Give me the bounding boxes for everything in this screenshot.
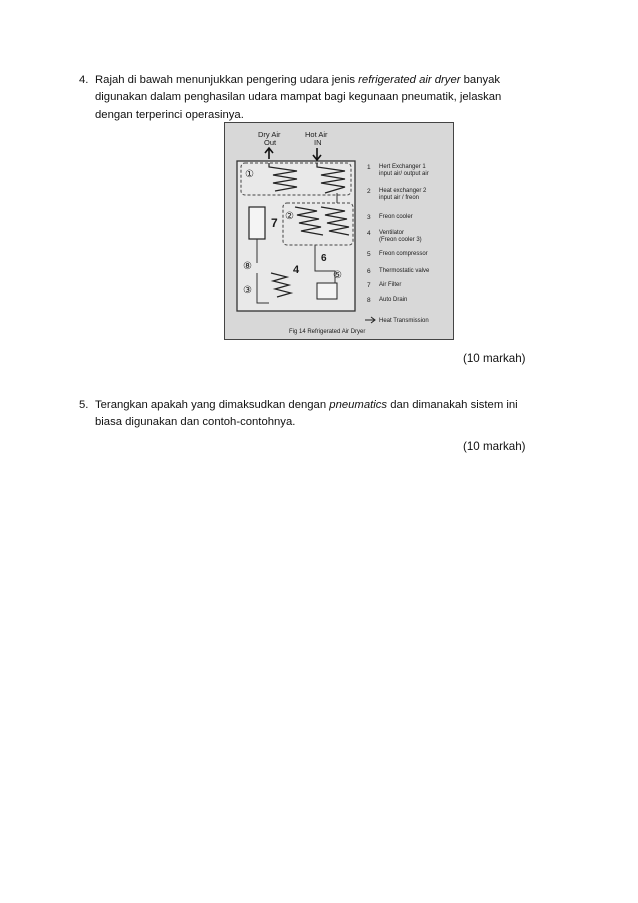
figure-caption: Fig 14 Refrigerated Air Dryer: [289, 329, 366, 335]
legend-sublabel: input air / freon: [379, 195, 420, 201]
legend-label: Hert Exchanger 1: [379, 164, 426, 170]
text-run: banyak: [460, 74, 501, 86]
legend-label: Thermostatic valve: [379, 268, 430, 274]
air-in-arrow-icon: [313, 148, 321, 160]
legend-label: Auto Drain: [379, 297, 408, 303]
air-out-arrow-icon: [265, 148, 273, 159]
dry-air-label: Dry Air: [258, 130, 281, 139]
legend-number: 4: [367, 230, 371, 237]
legend-label: Air Filter: [379, 282, 402, 288]
legend-number: 3: [367, 214, 371, 221]
question-text: [95, 72, 555, 124]
figure-legend: [365, 164, 430, 324]
legend-number: 5: [367, 251, 371, 258]
number-8: ⑧: [243, 261, 252, 272]
legend-number: 2: [367, 188, 371, 195]
legend-number: 6: [367, 268, 371, 275]
emphasis-text: refrigerated air dryer: [358, 74, 461, 86]
refrigerated-air-dryer-figure: [224, 122, 454, 340]
text-run: dan dimanakah sistem ini: [387, 399, 518, 411]
number-2: ②: [285, 211, 294, 222]
dry-air-out-label: Out: [264, 138, 277, 147]
number-5: ⑤: [333, 270, 342, 281]
hot-air-label: Hot Air: [305, 130, 328, 139]
question-number: 4.: [79, 74, 89, 86]
legend-label: Heat Transmission: [379, 318, 429, 324]
legend-label: Heat exchanger 2: [379, 188, 427, 194]
legend-label: Ventilator: [379, 230, 405, 236]
question-line: digunakan dalam penghasilan udara mampat bagi kegunaan pneumatik, jelaskan: [95, 91, 502, 104]
legend-sublabel: (Freon cooler 3): [379, 237, 422, 243]
air-filter: [249, 207, 265, 239]
number-3: ③: [243, 285, 252, 296]
legend-sublabel: input air/ output air: [379, 171, 429, 177]
marks-label: (10 markah): [463, 440, 526, 453]
legend-label: Freon cooler: [379, 214, 413, 220]
number-7: 7: [271, 216, 278, 230]
question-line: [95, 397, 555, 414]
text-run: Rajah di bawah menunjukkan pengering udara jenis: [95, 74, 359, 86]
number-1: ①: [245, 169, 254, 180]
text-run: Terangkan apakah yang dimaksudkan dengan: [95, 399, 330, 411]
freon-compressor: [317, 283, 337, 299]
legend-number: 7: [367, 282, 371, 289]
legend-number: 1: [367, 164, 371, 171]
heat-transmission-arrow-icon: [365, 317, 375, 323]
question-text: [95, 397, 555, 432]
legend-label: Freon compressor: [379, 251, 428, 257]
hot-air-in-label: IN: [314, 138, 322, 147]
number-4: 4: [293, 264, 300, 276]
number-6: 6: [321, 253, 327, 264]
dryer-diagram: [225, 123, 453, 339]
emphasis-text: pneumatics: [329, 399, 388, 411]
question-line: [95, 72, 555, 89]
marks-label: (10 markah): [463, 352, 526, 365]
question-line: dengan terperinci operasinya.: [95, 108, 244, 121]
question-line: biasa digunakan dan contoh-contohnya.: [95, 416, 296, 429]
question-number: 5.: [79, 399, 89, 411]
legend-number: 8: [367, 297, 371, 304]
